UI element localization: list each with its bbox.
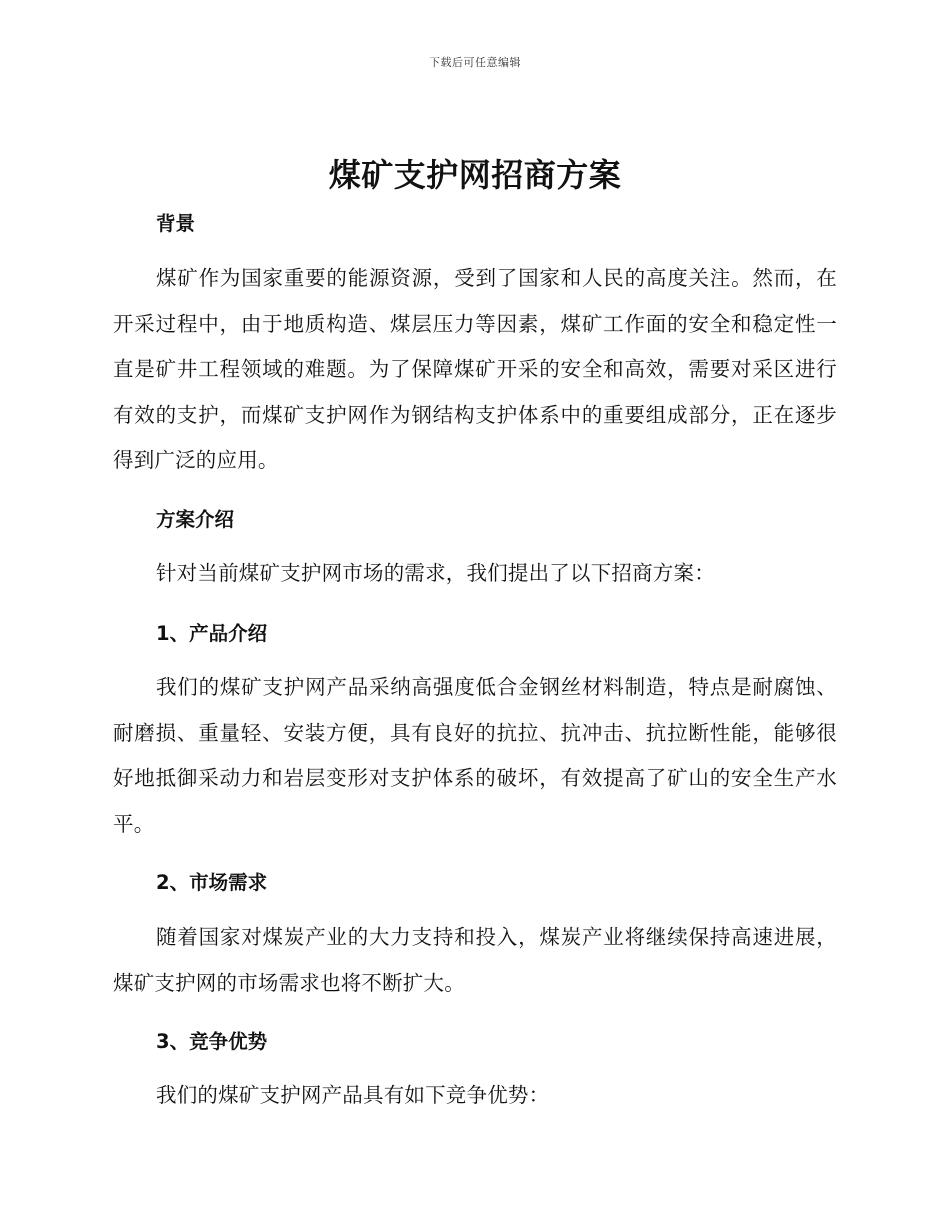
section-paragraph-plan-intro: 针对当前煤矿支护网市场的需求，我们提出了以下招商方案： [156,561,715,585]
section-heading-plan-intro: 方案介绍 [156,508,235,531]
section-heading-market-demand: 2、市场需求 [156,871,268,894]
section-paragraph-competitive-advantage: 我们的煤矿支护网产品具有如下竞争优势： [156,1083,550,1107]
document-title: 煤矿支护网招商方案 [328,156,622,194]
section-paragraph-background: 煤矿作为国家重要的能源资源，受到了国家和人民的高度关注。然而，在开采过程中，由于地质构造、煤层压力等因素，煤矿工作面的安全和稳定性一直是矿井工程领域的难题。为了保障煤矿开采的安全和高效，需要对采区进行有效的支护，而煤矿支护网作为钢结构支护体系中的重要组成部分，正在逐步得到广泛的应用。 [113,266,837,472]
section-heading-product-intro: 1、产品介绍 [156,622,268,645]
section-heading-competitive-advantage: 3、竞争优势 [156,1030,268,1053]
section-paragraph-market-demand: 随着国家对煤炭产业的大力支持和投入，煤炭产业将继续保持高速进展，煤矿支护网的市场需求也将不断扩大。 [113,925,837,995]
header-note: 下载后可任意编辑 [429,56,521,69]
section-paragraph-product-intro: 我们的煤矿支护网产品采纳高强度低合金钢丝材料制造，特点是耐腐蚀、耐磨损、重量轻、安装方便，具有良好的抗拉、抗冲击、抗拉断性能，能够很好地抵御采动力和岩层变形对支护体系的破坏，有效提高了矿山的安全生产水平。 [113,675,837,836]
section-heading-background: 背景 [156,212,196,235]
